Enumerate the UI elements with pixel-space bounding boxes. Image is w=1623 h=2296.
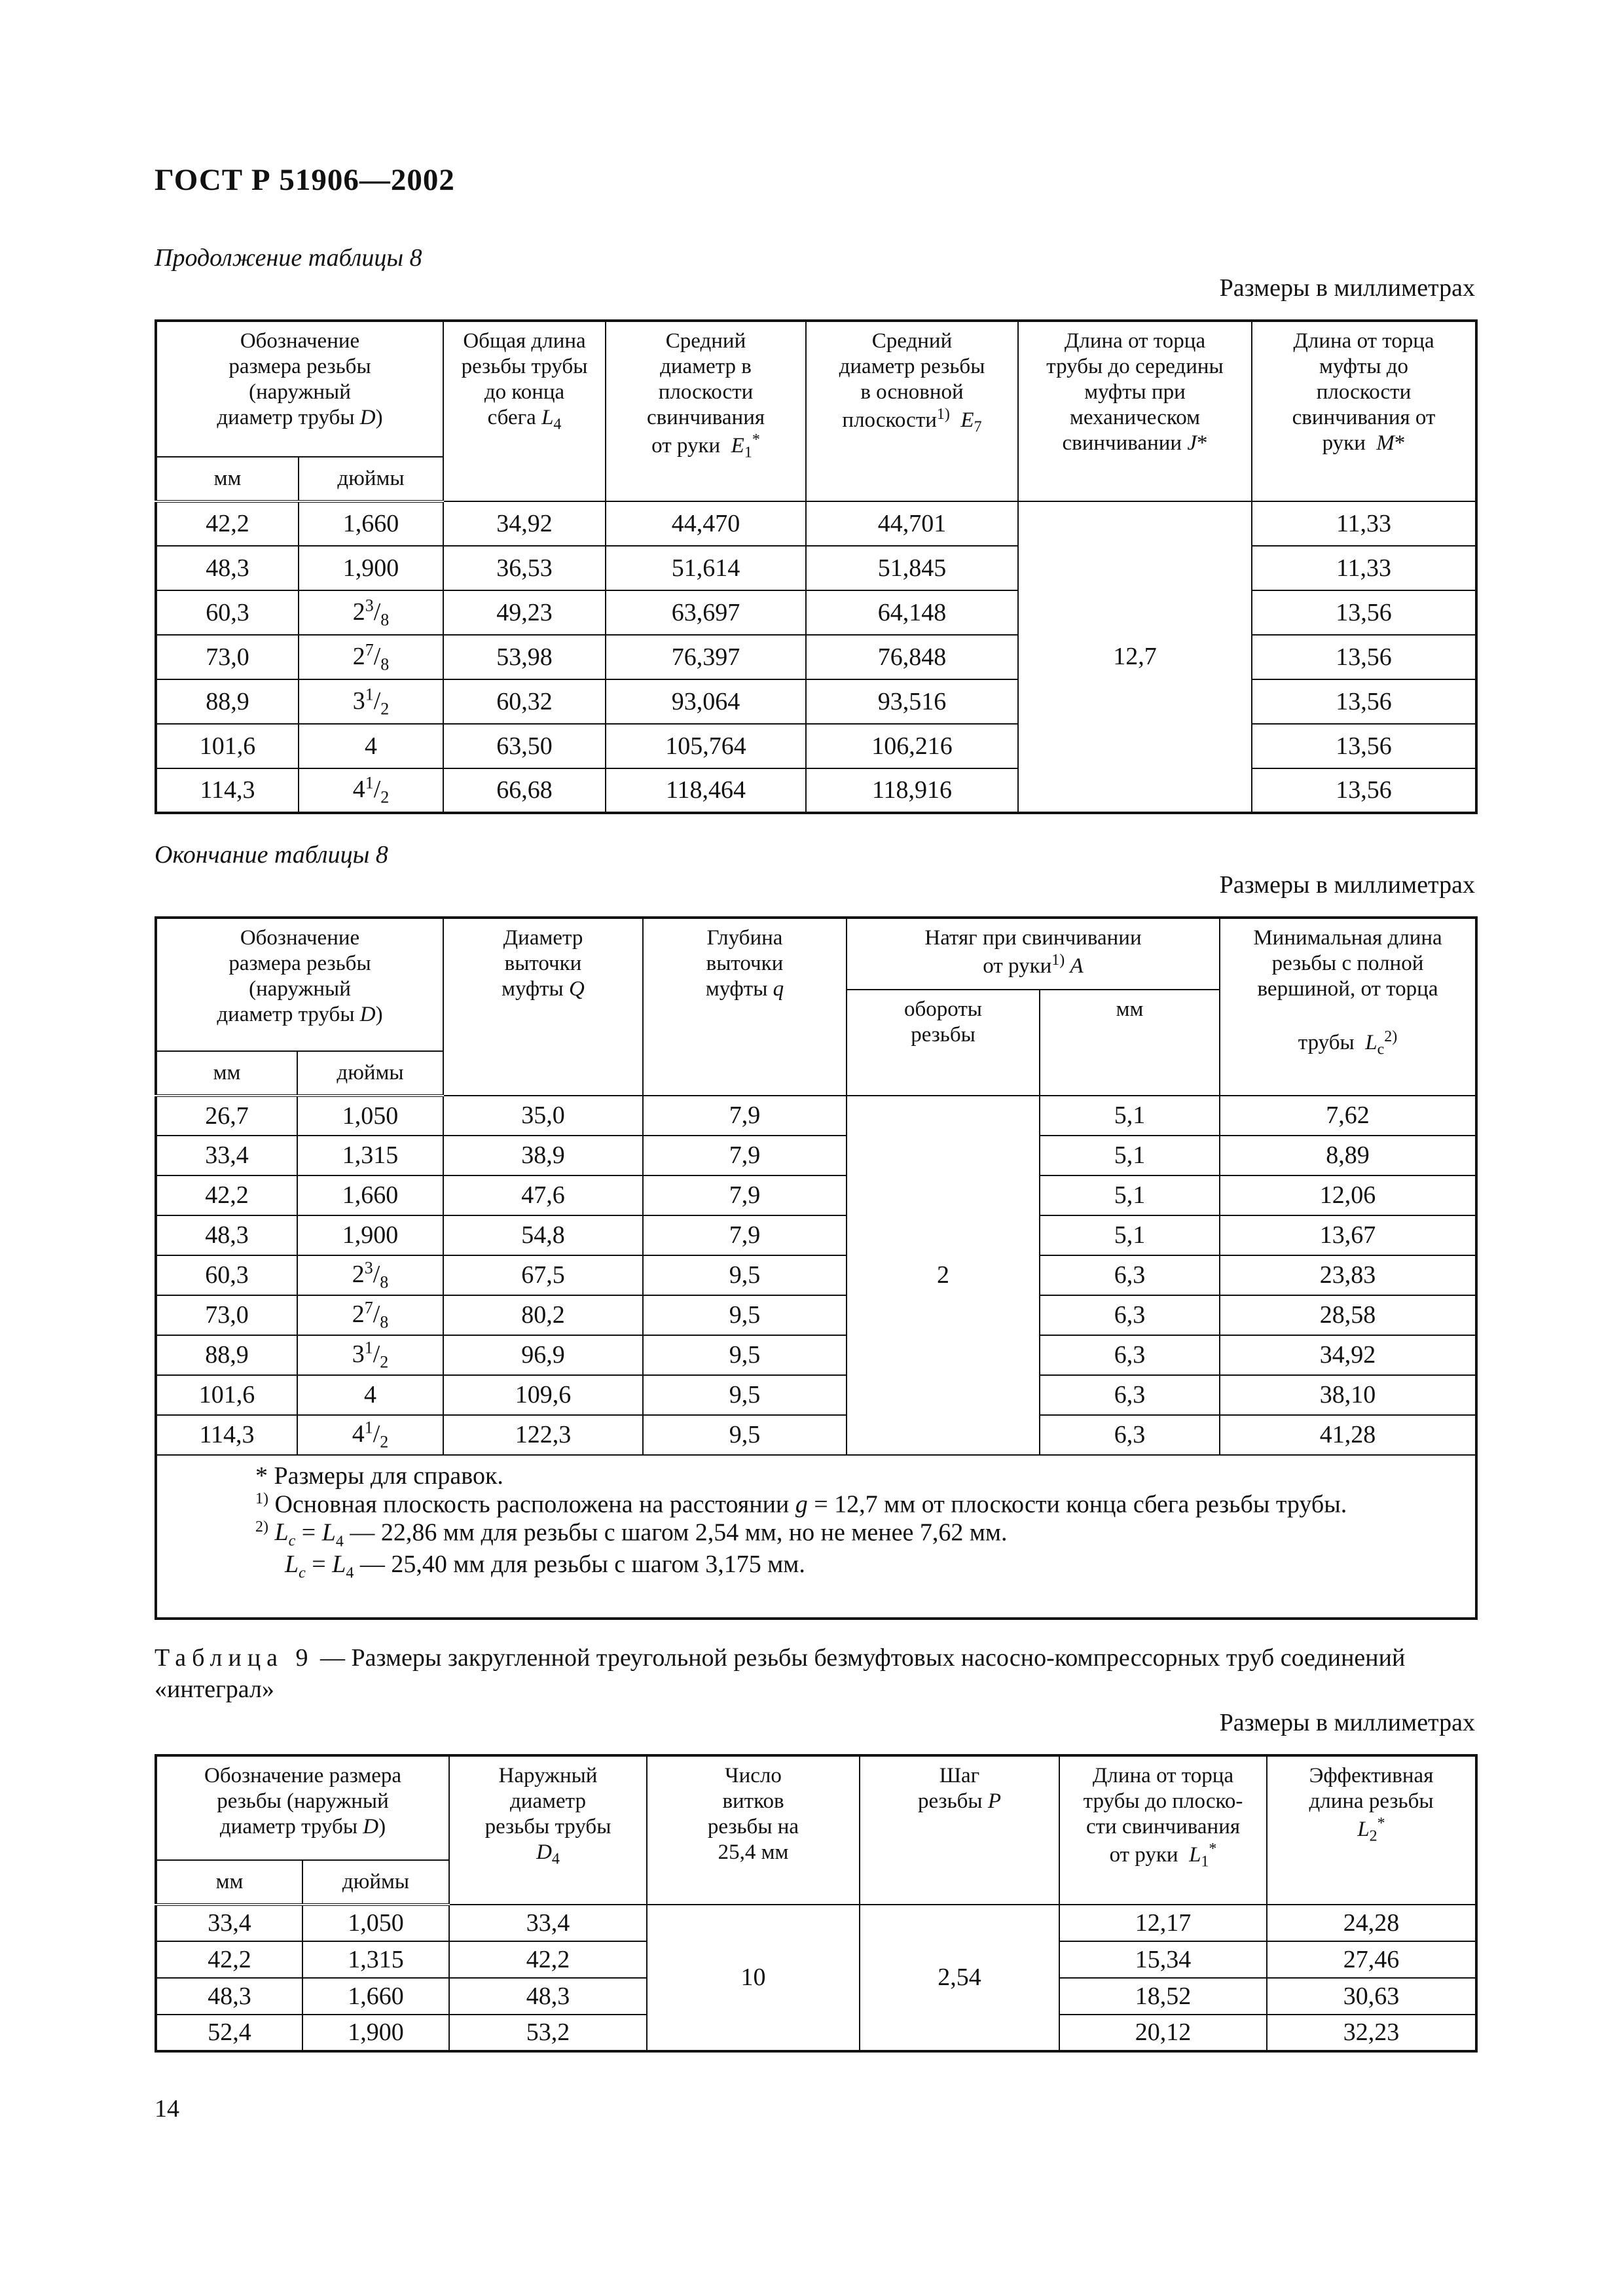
cell-q-depth: 9,5 xyxy=(643,1335,847,1375)
cell-q-depth: 7,9 xyxy=(643,1096,847,1136)
cell-e1: 105,764 xyxy=(606,724,806,768)
cell-q: 109,6 xyxy=(443,1375,643,1415)
cell-pitch-merged: 2,54 xyxy=(860,1905,1059,2051)
cell-q-depth: 9,5 xyxy=(643,1255,847,1295)
cell-q-depth: 7,9 xyxy=(643,1136,847,1175)
table-8-end xyxy=(155,916,1478,1620)
cell-q-depth: 9,5 xyxy=(643,1295,847,1335)
cell-d4: 53,2 xyxy=(449,2015,647,2051)
cell-l4: 36,53 xyxy=(443,546,606,590)
units-label: Размеры в миллиметрах xyxy=(1219,1709,1475,1736)
cell-lc: 41,28 xyxy=(1220,1415,1476,1455)
cell-inches: 1,900 xyxy=(299,546,443,590)
cell-q: 96,9 xyxy=(443,1335,643,1375)
cell-mm: 101,6 xyxy=(156,724,299,768)
cell-m: 13,56 xyxy=(1252,590,1476,635)
cell-a-mm: 5,1 xyxy=(1040,1215,1220,1255)
col-effective-length-header: Эффективная длина резьбы $L_2^*$ xyxy=(1267,1755,1476,1905)
col-pitch-header: Шаг резьбы P xyxy=(860,1755,1059,1905)
cell-lc: 23,83 xyxy=(1220,1255,1476,1295)
cell-lc: 13,67 xyxy=(1220,1215,1476,1255)
cell-lc: 8,89 xyxy=(1220,1136,1476,1175)
cell-mm: 42,2 xyxy=(156,501,299,546)
cell-mm: 114,3 xyxy=(156,1415,297,1455)
mm-subheader: мм xyxy=(156,1860,302,1905)
cell-e1: 76,397 xyxy=(606,635,806,679)
cell-q: 54,8 xyxy=(443,1215,643,1255)
cell-inches: $2^7/_8$ xyxy=(297,1295,443,1335)
cell-a-mm: 5,1 xyxy=(1040,1096,1220,1136)
col-mean-diameter-base-header: Средний диаметр резьбы в основной плоскости$^{1)}$ $E_7$ xyxy=(806,321,1018,501)
cell-inches: $4^1/_2$ xyxy=(299,768,443,813)
cell-l1: 15,34 xyxy=(1059,1941,1267,1978)
designation-header: Обозначение размера резьбы (наружный диаметр трубы D) xyxy=(156,1755,449,1860)
cell-q: 38,9 xyxy=(443,1136,643,1175)
cell-inches: 4 xyxy=(297,1375,443,1415)
cell-mm: 101,6 xyxy=(156,1375,297,1415)
cell-q: 67,5 xyxy=(443,1255,643,1295)
note-reference: * Размеры для справок. xyxy=(255,1462,503,1490)
cell-turns-merged: 2 xyxy=(847,1096,1040,1455)
cell-e1: 93,064 xyxy=(606,679,806,724)
cell-e1: 63,697 xyxy=(606,590,806,635)
cell-mm: 52,4 xyxy=(156,2015,302,2051)
cell-inches: 1,660 xyxy=(297,1175,443,1215)
cell-e7: 51,845 xyxy=(806,546,1018,590)
units-label: Размеры в миллиметрах xyxy=(1219,871,1475,899)
mm-subheader: мм xyxy=(156,457,299,501)
mm-subheader: мм xyxy=(156,1051,297,1096)
cell-mm: 48,3 xyxy=(156,1978,302,2015)
cell-inches: 1,315 xyxy=(297,1136,443,1175)
cell-lc: 38,10 xyxy=(1220,1375,1476,1415)
cell-j-merged: 12,7 xyxy=(1018,501,1252,813)
cell-turns-merged: 10 xyxy=(647,1905,860,2051)
cell-e7: 93,516 xyxy=(806,679,1018,724)
cell-l4: 34,92 xyxy=(443,501,606,546)
inches-subheader: дюймы xyxy=(302,1860,449,1905)
cell-a-mm: 5,1 xyxy=(1040,1136,1220,1175)
col-turns-count-header: Число витков резьбы на 25,4 мм xyxy=(647,1755,860,1905)
col-length-hand-plane-header: Длина от торца муфты до плоскости свинчивания от руки M* xyxy=(1252,321,1476,501)
cell-inches: 1,050 xyxy=(302,1905,449,1941)
note-2: $^{2)}$ $L_c = L_4$ — 22,86 мм для резьбы с шагом 2,54 мм, но не менее 7,62 мм. xyxy=(255,1518,1008,1550)
cell-q-depth: 9,5 xyxy=(643,1375,847,1415)
cell-l4: 60,32 xyxy=(443,679,606,724)
table-8-continuation xyxy=(155,319,1478,814)
cell-q-depth: 9,5 xyxy=(643,1415,847,1455)
cell-q: 47,6 xyxy=(443,1175,643,1215)
col-mean-diameter-hand-header: Средний диаметр в плоскости свинчивания от руки $E_1^*$ xyxy=(606,321,806,501)
cell-mm: 42,2 xyxy=(156,1175,297,1215)
cell-q: 80,2 xyxy=(443,1295,643,1335)
cell-d4: 33,4 xyxy=(449,1905,647,1941)
col-outer-diameter-header: Наружный диаметр резьбы трубы $D_4$ xyxy=(449,1755,647,1905)
cell-mm: 33,4 xyxy=(156,1905,302,1941)
cell-inches: 1,315 xyxy=(302,1941,449,1978)
cell-l4: 66,68 xyxy=(443,768,606,813)
col-total-length-header: Общая длина резьбы трубы до конца сбега $L_4$ xyxy=(443,321,606,501)
col-length-coupling-center-header: Длина от торца трубы до середины муфты при механическом свинчивании J* xyxy=(1018,321,1252,501)
inches-subheader: дюймы xyxy=(299,457,443,501)
cell-inches: 4 xyxy=(299,724,443,768)
cell-a-mm: 6,3 xyxy=(1040,1415,1220,1455)
cell-mm: 73,0 xyxy=(156,1295,297,1335)
cell-l1: 20,12 xyxy=(1059,2015,1267,2051)
cell-e7: 44,701 xyxy=(806,501,1018,546)
cell-inches: $2^7/_8$ xyxy=(299,635,443,679)
col-min-length-header: Минимальная длина резьбы с полной вершиной, от торца трубы $L_c^{2)}$ xyxy=(1220,918,1476,1096)
cell-m: 13,56 xyxy=(1252,635,1476,679)
document-title: ГОСТ Р 51906—2002 xyxy=(155,163,455,197)
cell-q: 122,3 xyxy=(443,1415,643,1455)
cell-inches: 1,050 xyxy=(297,1096,443,1136)
table-9-caption xyxy=(155,1643,1475,1705)
cell-mm: 26,7 xyxy=(156,1096,297,1136)
cell-a-mm: 6,3 xyxy=(1040,1375,1220,1415)
units-label: Размеры в миллиметрах xyxy=(1219,274,1475,302)
cell-e7: 118,916 xyxy=(806,768,1018,813)
cell-inches: $4^1/_2$ xyxy=(297,1415,443,1455)
cell-e1: 44,470 xyxy=(606,501,806,546)
cell-m: 11,33 xyxy=(1252,546,1476,590)
cell-mm: 114,3 xyxy=(156,768,299,813)
cell-mm: 33,4 xyxy=(156,1136,297,1175)
cell-lc: 28,58 xyxy=(1220,1295,1476,1335)
table-notes xyxy=(156,1455,1476,1619)
cell-l4: 53,98 xyxy=(443,635,606,679)
table-9 xyxy=(155,1754,1478,2053)
cell-inches: 1,900 xyxy=(302,2015,449,2051)
page-number: 14 xyxy=(155,2095,179,2123)
cell-inches: 1,660 xyxy=(299,501,443,546)
cell-lc: 7,62 xyxy=(1220,1096,1476,1136)
cell-d4: 48,3 xyxy=(449,1978,647,2015)
cell-e7: 64,148 xyxy=(806,590,1018,635)
col-groove-diameter-header: Диаметр выточки муфты Q xyxy=(443,918,643,1096)
table-8-continuation-caption: Продолжение таблицы 8 xyxy=(155,244,422,272)
cell-mm: 60,3 xyxy=(156,1255,297,1295)
note-1: $^{1)}$ Основная плоскость расположена на расстоянии g = 12,7 мм от плоскости конца сбега резьбы трубы. xyxy=(255,1490,1347,1518)
col-a-mm-header: мм xyxy=(1040,990,1220,1096)
cell-l1: 12,17 xyxy=(1059,1905,1267,1941)
col-groove-depth-header: Глубина выточки муфты q xyxy=(643,918,847,1096)
table-9-label: Таблица 9 xyxy=(155,1644,314,1672)
cell-a-mm: 5,1 xyxy=(1040,1175,1220,1215)
cell-inches: $3^1/_2$ xyxy=(299,679,443,724)
col-length-to-plane-header: Длина от торца трубы до плоско- сти свинчивания от руки $L_1^*$ xyxy=(1059,1755,1267,1905)
cell-m: 13,56 xyxy=(1252,768,1476,813)
cell-inches: $2^3/_8$ xyxy=(299,590,443,635)
cell-mm: 88,9 xyxy=(156,1335,297,1375)
cell-l1: 18,52 xyxy=(1059,1978,1267,2015)
cell-m: 11,33 xyxy=(1252,501,1476,546)
cell-mm: 60,3 xyxy=(156,590,299,635)
cell-l2: 30,63 xyxy=(1267,1978,1476,2015)
cell-l4: 63,50 xyxy=(443,724,606,768)
cell-a-mm: 6,3 xyxy=(1040,1255,1220,1295)
col-hand-makeup-header: Натяг при свинчивании от руки$^{1)}$ A xyxy=(847,918,1220,990)
cell-l4: 49,23 xyxy=(443,590,606,635)
cell-lc: 34,92 xyxy=(1220,1335,1476,1375)
cell-mm: 42,2 xyxy=(156,1941,302,1978)
designation-header: Обозначение размера резьбы (наружный диаметр трубы D) xyxy=(156,321,443,457)
cell-inches: 1,900 xyxy=(297,1215,443,1255)
cell-m: 13,56 xyxy=(1252,724,1476,768)
note-3: $L_c = L_4$ — 25,40 мм для резьбы с шагом 3,175 мм. xyxy=(285,1550,805,1582)
table-8-end-caption: Окончание таблицы 8 xyxy=(155,841,388,869)
cell-q: 35,0 xyxy=(443,1096,643,1136)
cell-l2: 32,23 xyxy=(1267,2015,1476,2051)
cell-a-mm: 6,3 xyxy=(1040,1295,1220,1335)
cell-e7: 76,848 xyxy=(806,635,1018,679)
cell-inches: $2^3/_8$ xyxy=(297,1255,443,1295)
cell-mm: 48,3 xyxy=(156,546,299,590)
table-9-title: — Размеры закругленной треугольной резьбы безмуфтовых насосно-компрессорных труб соединений «интеграл» xyxy=(155,1644,1406,1703)
cell-q-depth: 7,9 xyxy=(643,1175,847,1215)
cell-mm: 48,3 xyxy=(156,1215,297,1255)
cell-inches: $3^1/_2$ xyxy=(297,1335,443,1375)
cell-lc: 12,06 xyxy=(1220,1175,1476,1215)
col-turns-header: обороты резьбы xyxy=(847,990,1040,1096)
cell-e1: 118,464 xyxy=(606,768,806,813)
inches-subheader: дюймы xyxy=(297,1051,443,1096)
designation-header: Обозначение размера резьбы (наружный диаметр трубы D) xyxy=(156,918,443,1051)
cell-mm: 73,0 xyxy=(156,635,299,679)
cell-m: 13,56 xyxy=(1252,679,1476,724)
cell-d4: 42,2 xyxy=(449,1941,647,1978)
cell-l2: 24,28 xyxy=(1267,1905,1476,1941)
cell-mm: 88,9 xyxy=(156,679,299,724)
cell-inches: 1,660 xyxy=(302,1978,449,2015)
cell-a-mm: 6,3 xyxy=(1040,1335,1220,1375)
cell-e7: 106,216 xyxy=(806,724,1018,768)
cell-q-depth: 7,9 xyxy=(643,1215,847,1255)
cell-e1: 51,614 xyxy=(606,546,806,590)
cell-l2: 27,46 xyxy=(1267,1941,1476,1978)
